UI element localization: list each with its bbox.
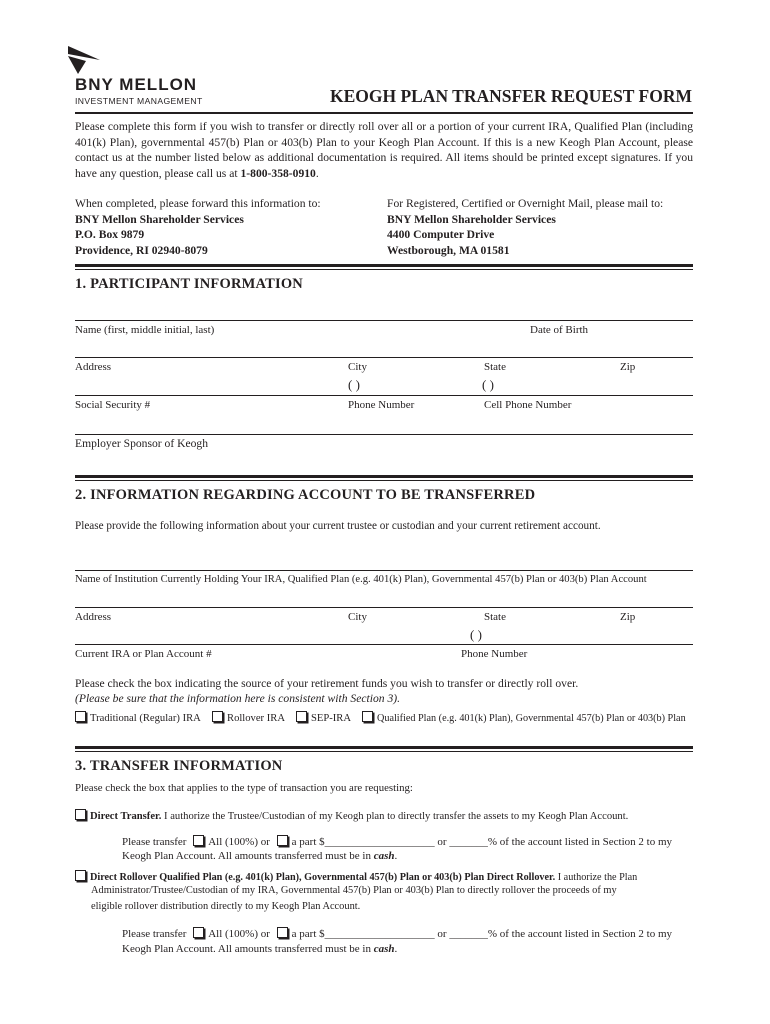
mail-overnight-line: BNY Mellon Shareholder Services (387, 212, 556, 226)
intro-phone: 1-800-358-0910 (240, 166, 316, 180)
mail-regular-line: BNY Mellon Shareholder Services (75, 212, 244, 226)
transfer-pre: Please transfer (122, 836, 187, 848)
phone-label: Phone Number (348, 399, 415, 411)
mail-regular-line: Providence, RI 02940-8079 (75, 243, 208, 257)
direct-transfer-text: I authorize the Trustee/Custodian of my Keogh plan to directly transfer the assets to my Keogh Plan Account. (161, 811, 629, 822)
institution-field[interactable] (75, 570, 693, 571)
direct-rollover-text: I authorize the Plan (555, 872, 638, 883)
part-label: a part $____________________ or _______% of the account listed in Section 2 to my (291, 836, 673, 848)
address-field[interactable] (75, 357, 693, 358)
section3-rule (75, 746, 693, 749)
mail-regular-intro: When completed, please forward this information to: (75, 197, 321, 210)
section1-rule (75, 264, 693, 267)
section3-rule-thin (75, 751, 693, 752)
all-checkbox-icon[interactable] (193, 835, 204, 846)
ssn-field[interactable] (75, 395, 693, 396)
form-title: KEOGH PLAN TRANSFER REQUEST FORM (329, 86, 692, 106)
direct-rollover-line2: Administrator/Trustee/Custodian of my IRA, Governmental 457(b) Plan or 403(b) Plan to directly rollover the proceeds of my (91, 885, 617, 896)
source-instruction: Please check the box indicating the source of your retirement funds you wish to transfer or directly roll over. (75, 677, 579, 690)
direct-rollover-option[interactable] (75, 870, 637, 883)
transfer-cash-line (122, 850, 397, 862)
part-checkbox-icon[interactable] (277, 927, 288, 938)
direct-transfer-title: Direct Transfer. (90, 811, 162, 822)
option-rollover-ira[interactable] (212, 711, 285, 724)
cash-word: cash (373, 943, 395, 955)
option-label: Qualified Plan (e.g. 401(k) Plan), Governmental 457(b) Plan or 403(b) Plan (377, 713, 686, 724)
institution-state-label: State (484, 611, 506, 623)
option-label: Traditional (Regular) IRA (90, 713, 201, 724)
transfer-amount-line (122, 835, 672, 848)
section1-rule-thin (75, 269, 693, 270)
brand-subtitle: INVESTMENT MANAGEMENT (75, 96, 203, 106)
phone-area-code: ( ) (348, 377, 360, 392)
section2-rule-thin (75, 480, 693, 481)
direct-rollover-line3: eligible rollover distribution directly to my Keogh Plan Account. (91, 901, 361, 912)
checkbox-icon[interactable] (362, 711, 373, 722)
ssn-label: Social Security # (75, 399, 151, 411)
checkbox-icon[interactable] (75, 809, 86, 820)
mail-overnight-line: Westborough, MA 01581 (387, 243, 510, 257)
direct-transfer-option[interactable] (75, 809, 628, 822)
dob-label: Date of Birth (530, 324, 589, 336)
option-qualified-plan[interactable] (362, 711, 686, 724)
institution-address-field[interactable] (75, 607, 693, 608)
section2-title: 2. INFORMATION REGARDING ACCOUNT TO BE TRANSFERRED (75, 487, 536, 503)
mail-overnight-block (387, 196, 663, 258)
state-label: State (484, 361, 506, 373)
address-label: Address (75, 361, 112, 373)
account-label: Current IRA or Plan Account # (75, 648, 212, 660)
all-label: All (100%) or (208, 928, 270, 940)
mail-overnight-line: 4400 Computer Drive (387, 228, 495, 242)
mail-regular-block (75, 196, 321, 258)
rollover-cash-line (122, 943, 397, 955)
institution-label: Name of Institution Currently Holding Your IRA, Qualified Plan (e.g. 401(k) Plan), Governmental 457(b) Plan or 403(b) Plan Account (75, 574, 647, 585)
mail-overnight-intro: For Registered, Certified or Overnight Mail, please mail to: (387, 197, 664, 210)
institution-zip-label: Zip (620, 611, 636, 623)
cell-label: Cell Phone Number (484, 399, 572, 411)
checkbox-icon[interactable] (75, 711, 86, 722)
cash-period: . (394, 943, 398, 955)
source-note: (Please be sure that the information here is consistent with Section 3). (75, 692, 401, 705)
brand-name: BNY MELLON (75, 75, 198, 94)
direct-rollover-title: Direct Rollover Qualified Plan (e.g. 401(k) Plan), Governmental 457(b) Plan or 403(b) Plan Direct Rollover. (90, 872, 556, 883)
option-traditional-ira[interactable] (75, 711, 201, 724)
rollover-amount-line (122, 927, 672, 940)
employer-label: Employer Sponsor of Keogh (75, 437, 208, 450)
cash-text: Keogh Plan Account. All amounts transferred must be in (122, 850, 374, 862)
bny-mellon-logo-icon (66, 46, 102, 74)
name-field[interactable] (75, 320, 693, 321)
institution-city-label: City (348, 611, 367, 623)
part-checkbox-icon[interactable] (277, 835, 288, 846)
checkbox-icon[interactable] (212, 711, 223, 722)
city-label: City (348, 361, 367, 373)
institution-phone-label: Phone Number (461, 648, 528, 660)
checkbox-icon[interactable] (75, 870, 86, 881)
mail-regular-line: P.O. Box 9879 (75, 228, 145, 242)
account-field[interactable] (75, 644, 693, 645)
checkbox-icon[interactable] (296, 711, 307, 722)
section3-intro: Please check the box that applies to the type of transaction you are requesting: (75, 782, 413, 794)
intro-end: . (315, 166, 319, 180)
title-rule (75, 112, 693, 114)
institution-area-code: ( ) (470, 627, 482, 642)
section2-intro: Please provide the following information about your current trustee or custodian and your current retirement account. (75, 520, 601, 532)
section2-rule (75, 475, 693, 478)
cash-text: Keogh Plan Account. All amounts transferred must be in (122, 943, 374, 955)
intro-paragraph (75, 119, 693, 181)
transfer-pre: Please transfer (122, 928, 187, 940)
option-sep-ira[interactable] (296, 711, 351, 724)
section1-title: 1. PARTICIPANT INFORMATION (75, 276, 303, 292)
part-label: a part $____________________ or _______% of the account listed in Section 2 to my (291, 928, 673, 940)
option-label: Rollover IRA (227, 713, 285, 724)
all-label: All (100%) or (208, 836, 270, 848)
name-label: Name (first, middle initial, last) (75, 324, 215, 336)
institution-address-label: Address (75, 611, 112, 623)
section3-title: 3. TRANSFER INFORMATION (75, 758, 283, 774)
zip-label: Zip (620, 361, 636, 373)
employer-field[interactable] (75, 434, 693, 435)
cash-word: cash (373, 850, 395, 862)
cash-period: . (394, 850, 398, 862)
intro-text: Please complete this form if you wish to transfer or directly roll over all or a portion of your current IRA, Qualified Plan (including 401(k) Plan), governmental 457(b) Plan or 403(b) Plan to your Keogh Plan Account. If this is a new Keogh Plan Account, please contact us at the number listed below as additional documentation is required. All items should be printed except signatures. If you have any question, please call us at (75, 120, 693, 180)
option-label: SEP-IRA (311, 713, 352, 724)
all-checkbox-icon[interactable] (193, 927, 204, 938)
cell-area-code: ( ) (482, 377, 494, 392)
